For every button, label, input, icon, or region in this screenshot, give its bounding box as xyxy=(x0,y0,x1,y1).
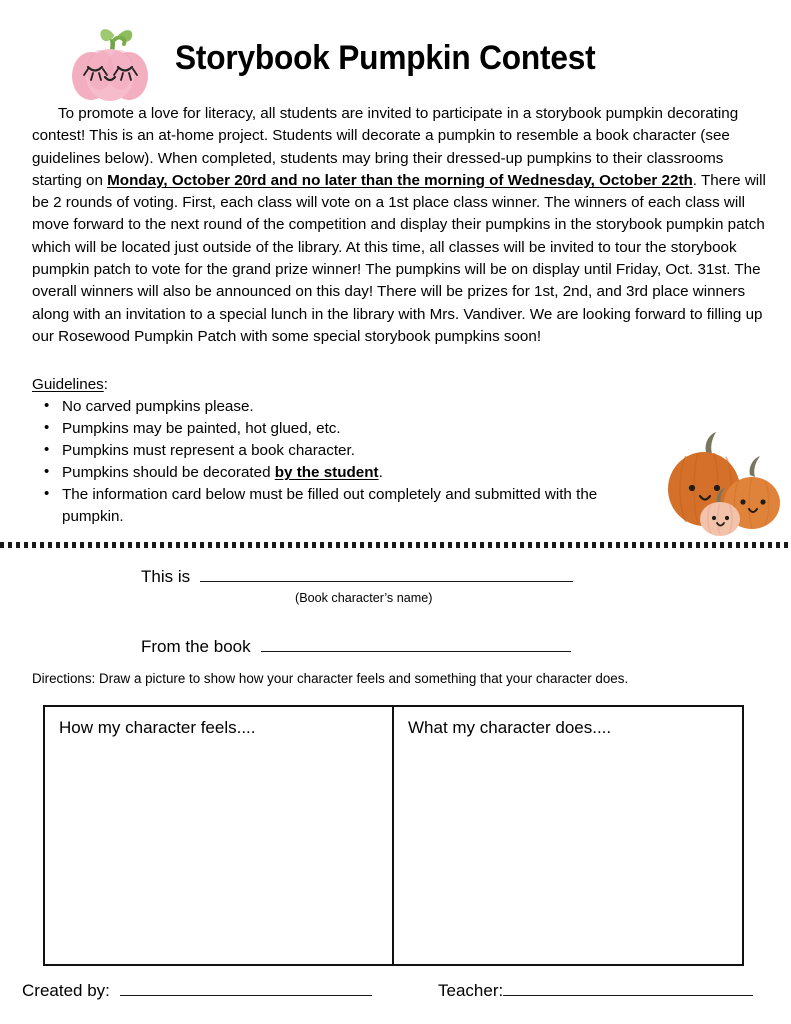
drawing-box-actions-title: What my character does.... xyxy=(408,718,612,737)
drawing-box-feelings-title: How my character feels.... xyxy=(59,718,256,737)
dotted-cut-line xyxy=(0,542,791,548)
book-character-caption: (Book character’s name) xyxy=(295,591,433,605)
drawing-boxes xyxy=(43,705,744,966)
guidelines-list xyxy=(32,396,662,528)
pink-pumpkin-icon xyxy=(62,20,158,104)
teacher-input[interactable] xyxy=(503,980,753,996)
list-item-text: No carved pumpkins please. xyxy=(62,398,254,415)
three-pumpkins-icon xyxy=(660,426,786,536)
list-item xyxy=(62,440,662,462)
book-title-input[interactable] xyxy=(261,636,571,652)
from-the-book-label: From the book xyxy=(141,637,251,656)
guidelines-heading-text: Guidelines xyxy=(32,376,104,393)
teacher-label: Teacher: xyxy=(438,981,504,1000)
list-item xyxy=(62,418,662,440)
list-item-text: The information card below must be filled out completely and submitted with the pumpkin. xyxy=(62,486,598,525)
teacher-field xyxy=(438,980,753,1001)
guidelines-heading-colon: : xyxy=(103,376,108,393)
from-the-book-field-row xyxy=(141,636,571,657)
this-is-label: This is xyxy=(141,567,191,586)
drawing-box-feelings[interactable] xyxy=(45,707,394,964)
created-by-label: Created by: xyxy=(22,981,110,1000)
paragraph-part-2: . There will be 2 rounds of voting. First, each class will vote on a 1st place class winner. The winners of each class will move forward to the next round of the competition and display their pumpkins in the storybook pumpkin patch which will be located just outside of the library. At this time, all classes will be invited to tour the storybook pumpkin patch to vote for the grand prize winner! The pumpkins will be on display until Friday, Oct. 31st. The overall winners will also be announced on this day! There will be prizes for 1st, 2nd, and 3rd place winners along with an invitation to a special lunch in the library with Mrs. Vandiver. We are looking forward to filling up our Rosewood Pumpkin Patch with some special storybook pumpkins soon! xyxy=(32,171,766,345)
document-header xyxy=(0,8,791,100)
list-item xyxy=(62,396,662,418)
list-item-suffix: . xyxy=(378,464,383,482)
drawing-box-actions[interactable] xyxy=(394,707,742,964)
created-by-input[interactable] xyxy=(120,980,372,996)
list-item-text: Pumpkins should be decorated xyxy=(62,464,275,482)
intro-paragraph xyxy=(32,103,770,348)
list-item xyxy=(62,484,662,527)
important-dates: Monday, October 20rd and no later than the morning of Wednesday, October 22th xyxy=(107,171,693,189)
created-by-field xyxy=(22,980,372,1001)
character-name-input[interactable] xyxy=(200,566,573,582)
directions-text: Directions: Draw a picture to show how your character feels and something that your character does. xyxy=(32,671,629,686)
list-item-emphasis: by the student xyxy=(274,464,379,482)
paragraph-part-1: To promote a love for literacy, all students are invited to participate in a storybook pumpkin decorating contest! This is an at-home project. Students will decorate a pumpkin to resemble a book character (see guidelines below). When completed, students may bring their dressed-up pumpkins to their classrooms starting on xyxy=(32,105,739,189)
page-title: Storybook Pumpkin Contest xyxy=(175,39,596,77)
list-item-text: Pumpkins must represent a book character. xyxy=(62,442,355,460)
this-is-field-row xyxy=(141,566,573,587)
guidelines-heading xyxy=(32,376,108,393)
list-item xyxy=(62,462,662,484)
list-item-text: Pumpkins may be painted, hot glued, etc. xyxy=(62,420,341,438)
